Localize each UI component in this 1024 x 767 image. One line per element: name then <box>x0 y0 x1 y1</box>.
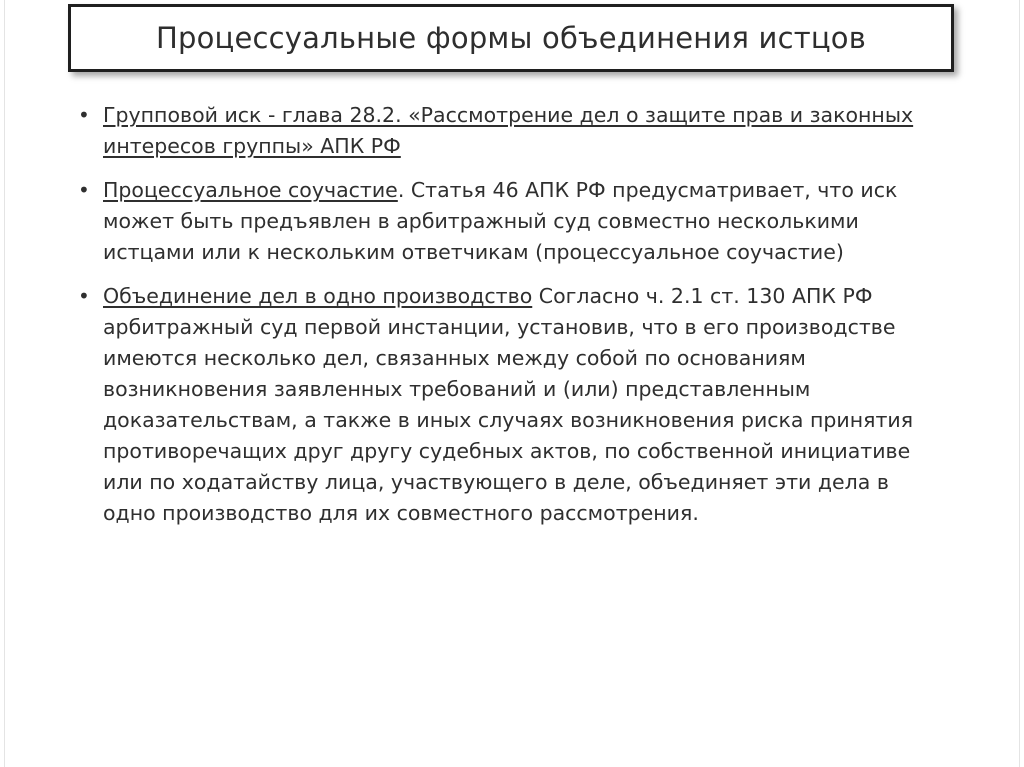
bullet-heading: Групповой иск - глава 28.2. «Рассмотрение дел о защите прав и законных интересов группы» АПК РФ <box>103 103 914 158</box>
bullet-dot-icon: • <box>78 178 90 202</box>
bullet-dot-icon: • <box>78 103 90 127</box>
bullet-heading: Процессуальное соучастие <box>103 178 398 202</box>
bullet-dot-icon: • <box>78 284 90 308</box>
bullet-list <box>78 100 928 542</box>
bullet-heading: Объединение дел в одно производство <box>103 284 533 308</box>
title-box <box>68 4 954 72</box>
bullet-text: . Статья 46 АПК РФ предусматривает, что иск может быть предъявлен в арбитражный суд совместно несколькими истцами или к нескольким ответчикам (процессуальное соучастие) <box>103 178 898 264</box>
bullet-item-consolidation <box>78 281 928 529</box>
slide-title: Процессуальные формы объединения истцов <box>155 21 867 55</box>
bullet-item-group-claim <box>78 100 928 162</box>
bullet-text: Согласно ч. 2.1 ст. 130 АПК РФ арбитражный суд первой инстанции, установив, что в его производстве имеются несколько дел, связанных между собой по основаниям возникновения заявленных требований и (или) представленным доказательствам, а также в иных случаях возникновения риска принятия противоречащих друг другу судебных актов, по собственной инициативе или по ходатайству лица, участвующего в деле, объединяет эти дела в одно производство для их совместного рассмотрения. <box>103 284 914 525</box>
bullet-item-joinder <box>78 175 928 268</box>
